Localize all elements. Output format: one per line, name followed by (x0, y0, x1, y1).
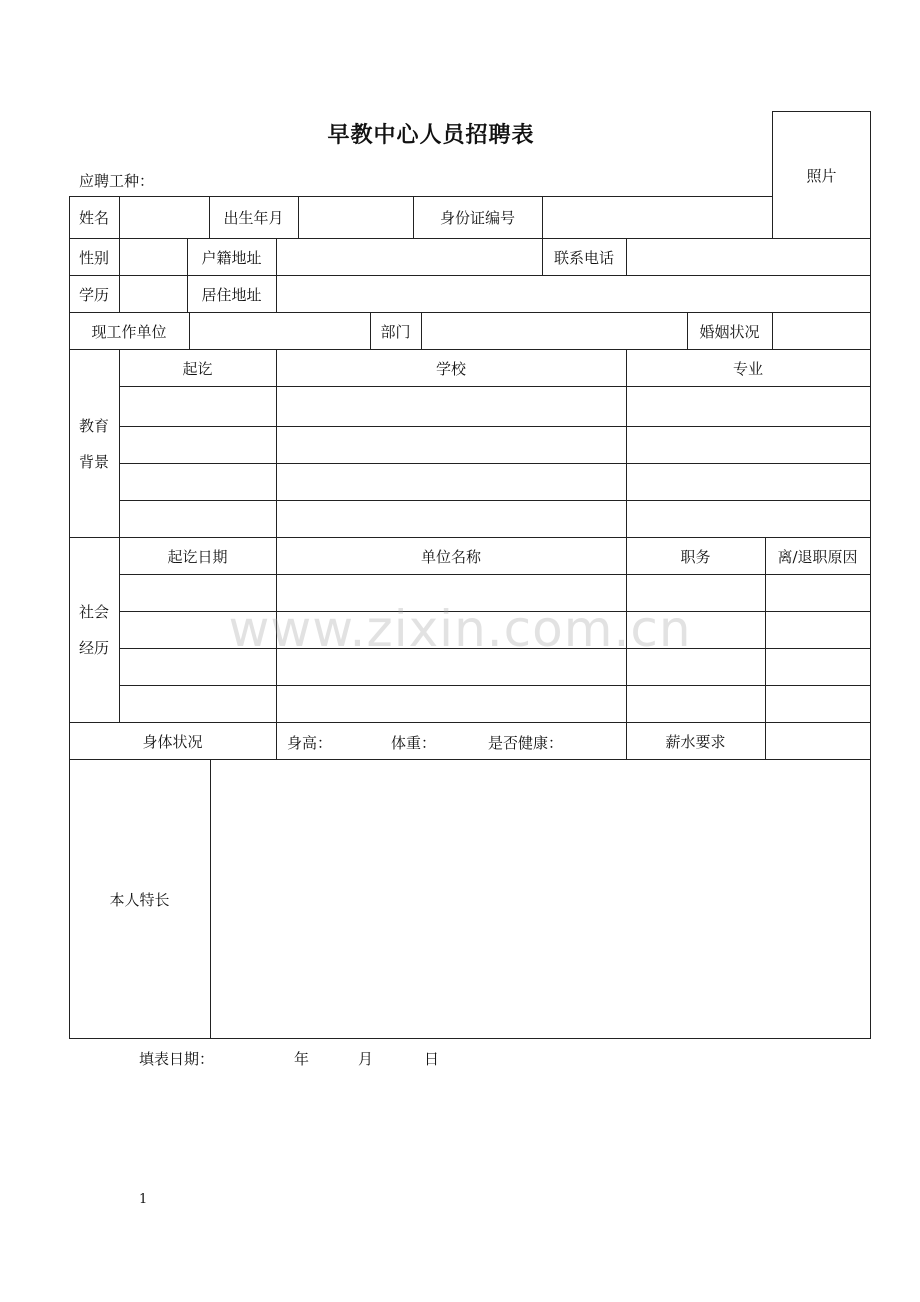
salary-requirement-label: 薪水要求 (665, 732, 726, 751)
fill-date-year: 年 (294, 1050, 310, 1068)
id-number-field[interactable] (542, 197, 772, 238)
name-label: 姓名 (78, 209, 109, 227)
weight-label: 体重： (391, 734, 437, 752)
work-label-line1: 社会 (78, 603, 109, 621)
education-label-line1: 教育 (78, 416, 109, 435)
gender-label: 性别 (78, 248, 109, 267)
education-background-label (69, 350, 119, 537)
department-label: 部门 (380, 322, 411, 341)
phone-field[interactable] (626, 239, 870, 275)
household-address-field[interactable] (276, 239, 542, 275)
photo-box-label: 照片 (806, 166, 837, 185)
work-label-line2: 经历 (78, 639, 109, 657)
birth-field[interactable] (298, 197, 413, 238)
employer-label: 现工作单位 (91, 322, 167, 341)
phone-label: 联系电话 (553, 248, 614, 267)
work-header-employer: 单位名称 (420, 547, 481, 566)
apply-job-label: 应聘工种： (79, 172, 155, 190)
fill-date-day: 日 (424, 1050, 440, 1068)
form-title: 早教中心人员招聘表 (327, 123, 535, 148)
health-status-label: 身体状况 (142, 732, 203, 751)
education-label: 学历 (78, 285, 109, 304)
edu-header-school: 学校 (435, 359, 466, 378)
fill-date-label: 填表日期： (139, 1050, 215, 1068)
birth-label: 出生年月 (223, 209, 284, 227)
work-header-position: 职务 (680, 547, 711, 566)
department-field[interactable] (421, 313, 687, 349)
id-number-label: 身份证编号 (439, 209, 515, 227)
edu-header-major: 专业 (732, 359, 763, 378)
edu-header-period: 起讫 (182, 359, 213, 378)
education-field[interactable] (119, 276, 187, 312)
residence-address-label: 居住地址 (201, 285, 262, 304)
fill-date-month: 月 (358, 1050, 374, 1068)
marital-status-field[interactable] (772, 313, 870, 349)
name-field[interactable] (119, 197, 209, 238)
specialty-label: 本人特长 (109, 890, 170, 909)
salary-requirement-field[interactable] (765, 723, 870, 759)
page-number: 1 (139, 1192, 148, 1207)
gender-field[interactable] (119, 239, 187, 275)
employer-field[interactable] (189, 313, 370, 349)
specialty-field[interactable] (211, 760, 870, 1038)
marital-status-label: 婚姻状况 (699, 322, 760, 341)
residence-address-field[interactable] (276, 276, 870, 312)
watermark-text: www.zixin.com.cn (228, 600, 692, 658)
height-label: 身高： (287, 734, 333, 752)
household-address-label: 户籍地址 (201, 248, 262, 267)
education-label-line2: 背景 (78, 452, 109, 471)
work-header-leave-reason: 离/退职原因 (777, 547, 858, 566)
work-header-dates: 起讫日期 (167, 547, 228, 566)
healthy-label: 是否健康： (488, 734, 564, 752)
